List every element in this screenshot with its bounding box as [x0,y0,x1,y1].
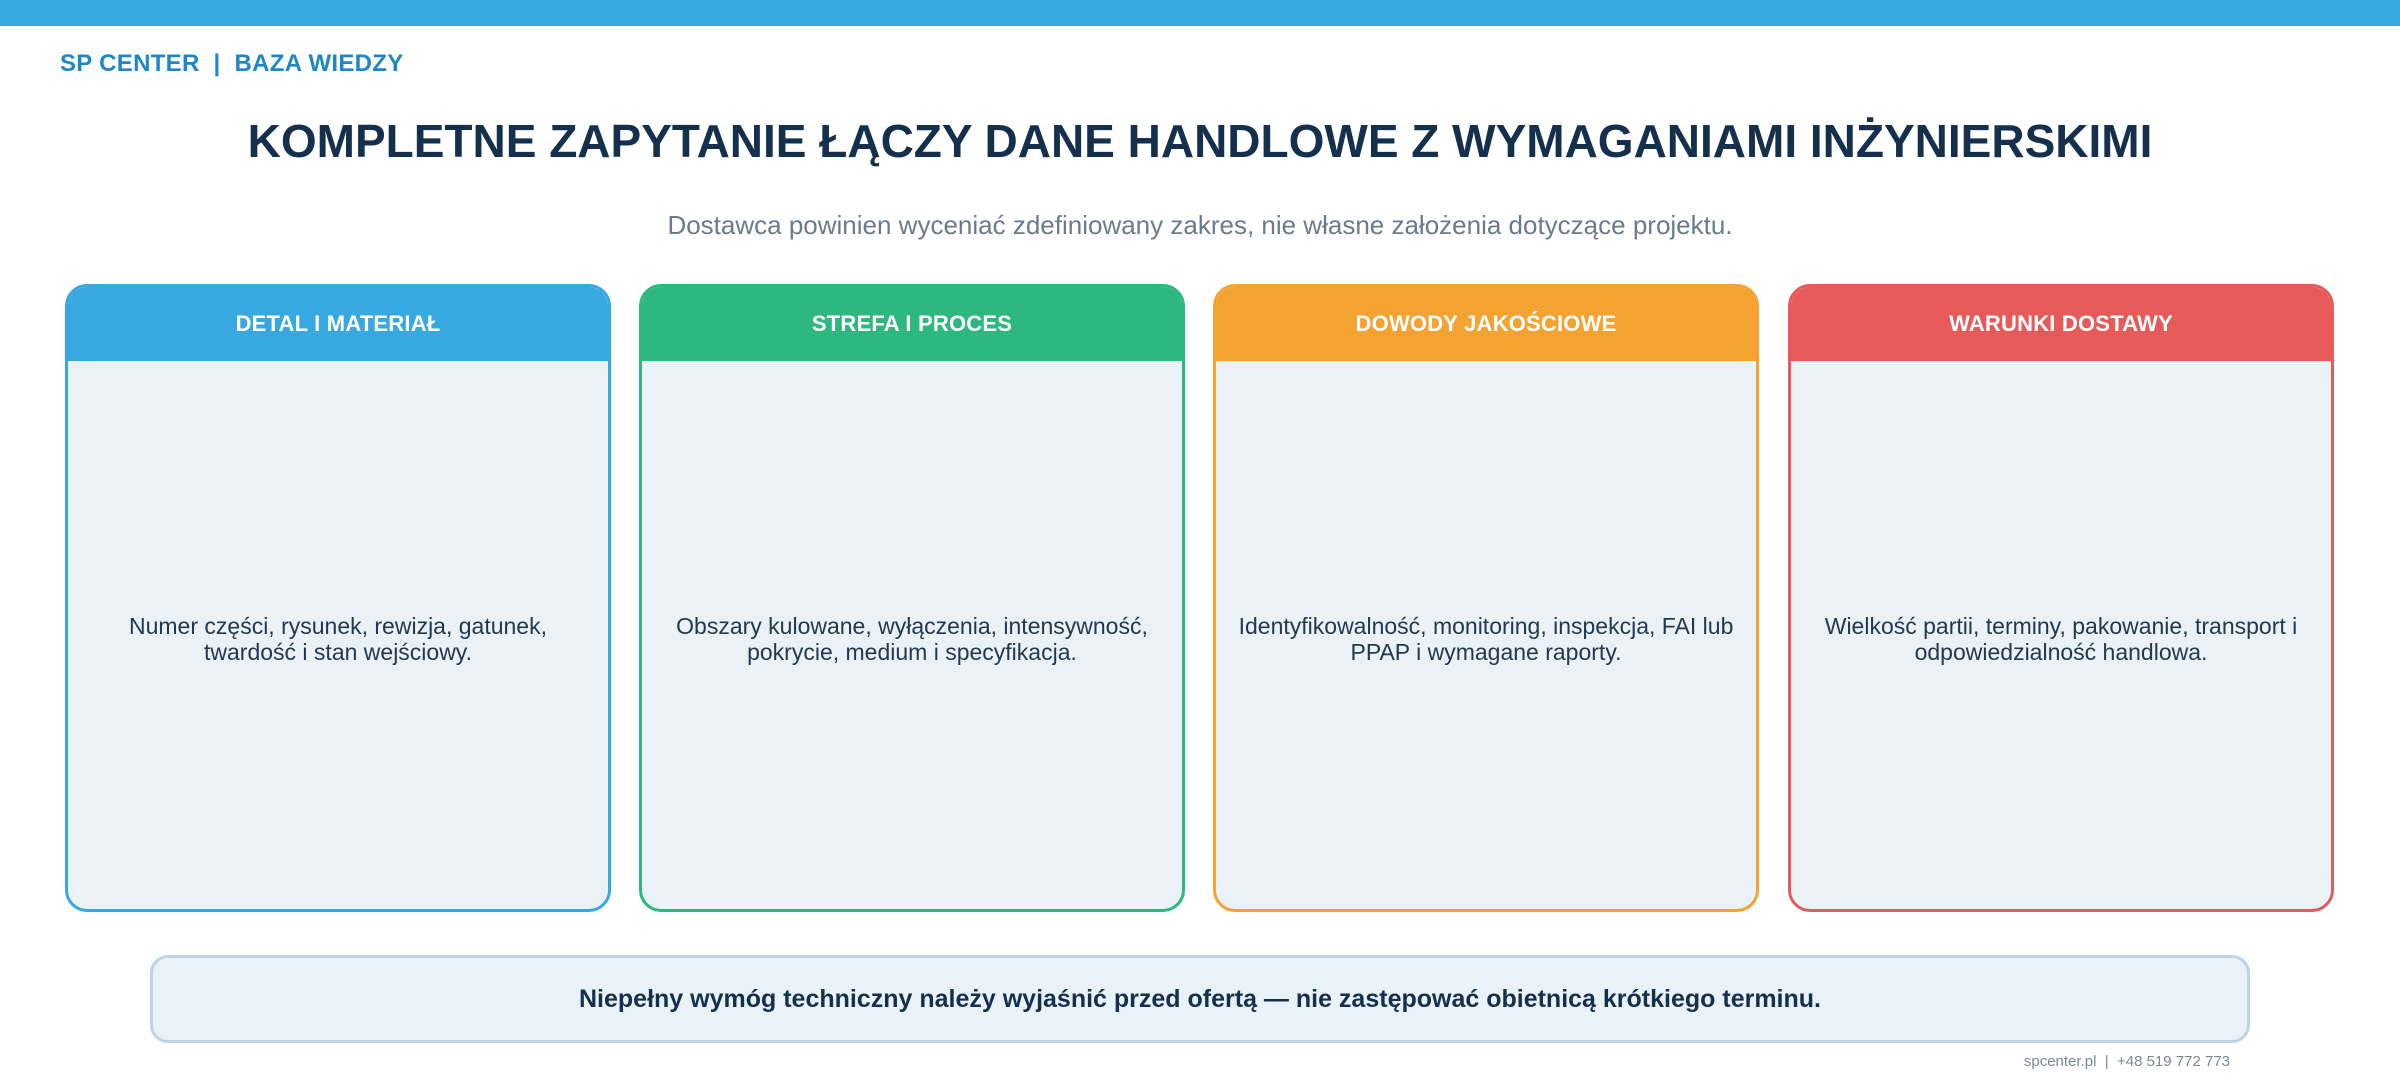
card-dowody-jakosciowe [1213,284,1759,912]
card-body [68,361,608,909]
summary-note-text: Niepełny wymóg techniczny należy wyjaśnić przed ofertą — nie zastępować obietnicą krótkiego terminu. [579,984,1821,1013]
card-header: DOWODY JAKOŚCIOWE [1216,287,1756,361]
card-body [1791,361,2331,909]
card-header: WARUNKI DOSTAWY [1791,287,2331,361]
page-title: KOMPLETNE ZAPYTANIE ŁĄCZY DANE HANDLOWE Z WYMAGANIAMI INŻYNIERSKIMI [247,115,2153,167]
card-detal-material [65,284,611,912]
card-body [642,361,1182,909]
cards-row [65,284,2335,912]
card-text: Obszary kulowane, wyłączenia, intensywność, pokrycie, medium i specyfikacja. [676,613,1148,665]
card-header: STREFA I PROCES [642,287,1182,361]
card-warunki-dostawy [1788,284,2334,912]
card-body [1216,361,1756,909]
card-strefa-proces [639,284,1185,912]
card-text: Numer części, rysunek, rewizja, gatunek, twardość i stan wejściowy. [129,613,547,665]
card-header: DETAL I MATERIAŁ [68,287,608,361]
top-accent-bar [0,0,2400,26]
brand-header: SP CENTER | BAZA WIEDZY [60,50,404,77]
summary-note [150,955,2250,1043]
card-text: Wielkość partii, terminy, pakowanie, transport i odpowiedzialność handlowa. [1824,613,2298,665]
footer-contact: spcenter.pl | +48 519 772 773 [2023,1053,2230,1070]
card-text: Identyfikowalność, monitoring, inspekcja, FAI lub PPAP i wymagane raporty. [1238,613,1734,665]
page-subtitle: Dostawca powinien wyceniać zdefiniowany zakres, nie własne założenia dotyczące projektu. [667,210,1733,240]
